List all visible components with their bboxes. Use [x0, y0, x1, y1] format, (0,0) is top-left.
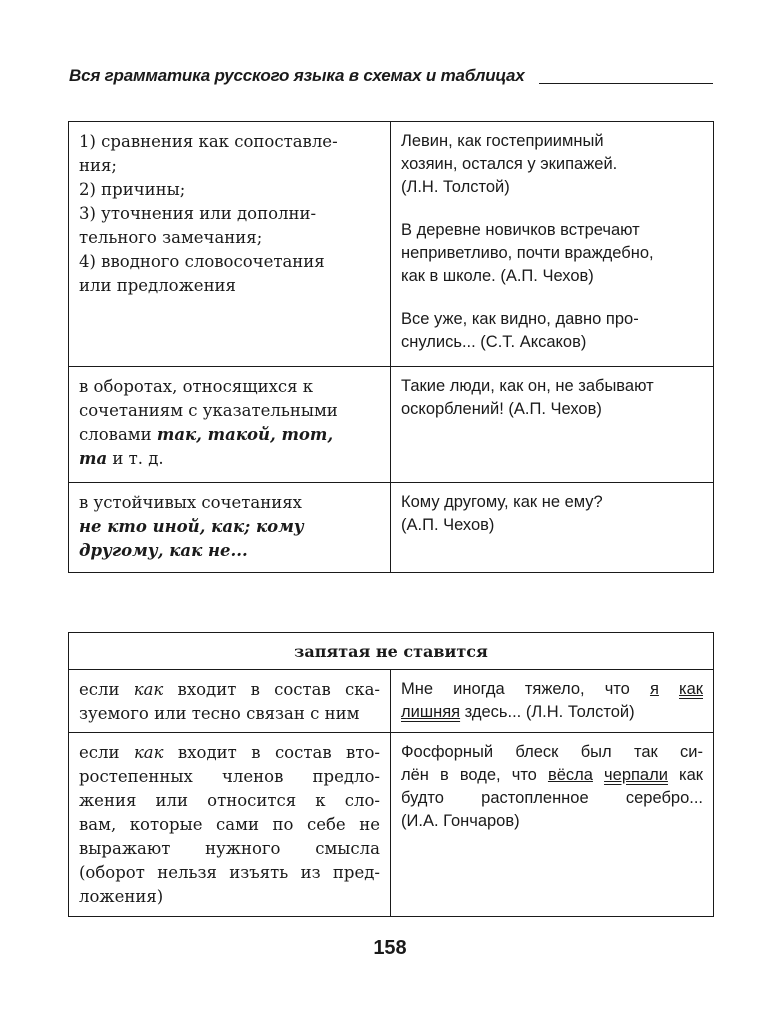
subject-underline: я: [649, 680, 659, 698]
table-row: [69, 122, 714, 367]
example-source: (А.П. Чехов): [401, 516, 495, 534]
rule-text: если: [79, 743, 134, 762]
rule-cell: [69, 122, 391, 367]
example-source: (И.А. Гончаров): [401, 812, 520, 830]
predicate-underline: лишняя: [401, 703, 461, 721]
rule-line: [79, 741, 380, 765]
rule-text: входит в состав ска-: [163, 680, 380, 699]
predicate-underline: черпали: [604, 766, 668, 784]
example-line: [401, 701, 703, 724]
rule-line: ложения): [79, 887, 164, 906]
rule-cell: [69, 733, 391, 917]
no-comma-table: [68, 632, 714, 917]
example-line: Такие люди, как он, не забывают: [401, 377, 654, 395]
rule-line: в устойчивых сочетаниях: [79, 493, 302, 512]
example-line: снулись... (С.Т. Аксаков): [401, 333, 587, 351]
keyword: не кто иной, как; кому: [79, 517, 304, 536]
table-row: [69, 670, 714, 733]
example: [401, 130, 703, 199]
example: [401, 308, 703, 354]
example-source: (Л.Н. Толстой): [401, 178, 510, 196]
table-row: [69, 483, 714, 573]
subject-underline: вёсла: [547, 766, 593, 784]
rule-line: [79, 447, 380, 471]
example: [401, 219, 703, 288]
keyword: как: [133, 743, 164, 762]
example-line: Кому другому, как не ему?: [401, 493, 603, 511]
running-header: [69, 66, 713, 88]
example-line: [401, 764, 703, 787]
rule-line: сочетаниям с указательными: [79, 401, 338, 420]
example-cell: [391, 483, 714, 573]
example-line: Все уже, как видно, давно про-: [401, 310, 639, 328]
example-line: хозяин, остался у экипажей.: [401, 155, 618, 173]
keyword: та: [79, 449, 108, 468]
rule-text: и т. д.: [107, 449, 164, 468]
rule-line: [79, 423, 380, 447]
table-heading: запятая не ставится: [69, 633, 714, 670]
example-line: В деревне новичков встречают: [401, 221, 640, 239]
rule-line: вам, которые сами по себе не: [79, 815, 380, 834]
rule-line: или предложения: [79, 276, 236, 295]
example-text: лён в воде, что: [401, 766, 548, 784]
example-line: как в школе. (А.П. Чехов): [401, 267, 594, 285]
rule-line: в оборотах, относящихся к: [79, 377, 314, 396]
rule-line: 2) причины;: [79, 180, 186, 199]
rule-line: ния;: [79, 156, 117, 175]
rule-cell: [69, 367, 391, 483]
rule-line: 3) уточнения или дополни-: [79, 204, 317, 223]
rule-line: (оборот нельзя изъять из пред-: [79, 863, 380, 882]
rule-line: зуемого или тесно связан с ним: [79, 704, 360, 723]
rule-line: жения или относится к сло-: [79, 791, 380, 810]
example-source: здесь... (Л.Н. Толстой): [460, 703, 635, 721]
example-line: будто растопленное серебро...: [401, 789, 704, 807]
example-text: [659, 680, 679, 698]
example-text: [593, 766, 604, 784]
example-line: неприветливо, почти враждебно,: [401, 244, 654, 262]
header-rule: [539, 83, 713, 84]
rule-line: 4) вводного словосочетания: [79, 252, 325, 271]
example-cell: [391, 367, 714, 483]
book-title: Вся грамматика русского языка в схемах и таблицах: [69, 66, 525, 85]
table-row: [69, 733, 714, 917]
predicate-underline: как: [679, 680, 704, 698]
example-cell: [391, 733, 714, 917]
example-line: оскорблений! (А.П. Чехов): [401, 400, 602, 418]
keyword: как: [133, 680, 164, 699]
rule-line: 1) сравнения как сопоставле-: [79, 132, 338, 151]
table-row: [69, 367, 714, 483]
rule-line: [79, 678, 380, 702]
rule-line: выражают нужного смысла: [79, 839, 380, 858]
example-line: Левин, как гостеприимный: [401, 132, 604, 150]
example-line: Фосфорный блеск был так си-: [401, 743, 704, 761]
example-text: Мне иногда тяжело, что: [401, 680, 650, 698]
rule-text: входит в состав вто-: [163, 743, 380, 762]
example-text: как: [667, 766, 704, 784]
rule-line: ростепенных членов предло-: [79, 767, 380, 786]
table-header-row: [69, 633, 714, 670]
example-cell: [391, 670, 714, 733]
example-line: [401, 678, 703, 701]
rule-cell: [69, 483, 391, 573]
keyword: так, такой, тот,: [156, 425, 334, 444]
rule-text: словами: [79, 425, 157, 444]
example-cell: [391, 122, 714, 367]
keyword: другому, как не...: [79, 541, 248, 560]
rule-line: тельного замечания;: [79, 228, 263, 247]
page-number: 158: [373, 937, 407, 959]
comma-rules-table: [68, 121, 714, 573]
rule-cell: [69, 670, 391, 733]
rule-text: если: [79, 680, 134, 699]
